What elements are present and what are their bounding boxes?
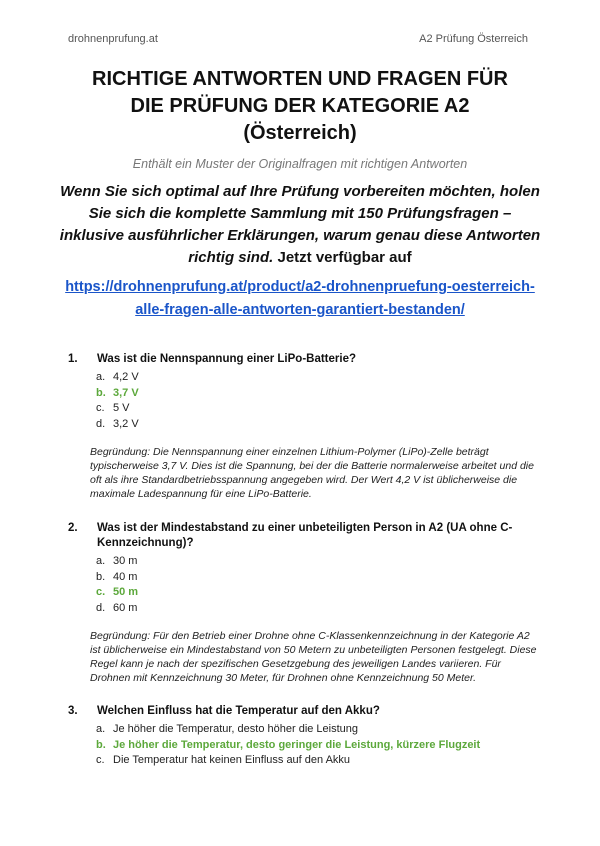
header-site: drohnenprufung.at: [68, 33, 158, 45]
question-2: [68, 521, 538, 685]
title-line: DIE PRÜFUNG DER KATEGORIE A2: [130, 95, 470, 117]
answer-option-correct: b. Je höher die Temperatur, desto geringer die Leistung, kürzere Flugzeit: [96, 738, 481, 751]
question-number: 1.: [68, 353, 78, 365]
question-number: 3.: [68, 705, 78, 717]
title-line: (Österreich): [243, 122, 357, 144]
promo-cta: Jetzt verfügbar auf: [273, 249, 412, 266]
answer-option: d. 3,2 V: [96, 417, 139, 430]
subtitle: Enthält ein Muster der Originalfragen mit richtigen Antworten: [132, 157, 468, 171]
explanation: Begründung: Die Nennspannung einer einzelnen Lithium-Polymer (LiPo)-Zelle beträgt typischerweise 3,7 V. Dies ist die Spannung, bei der die Batterie normalerweise arbeitet und die oft als ihre Standardbetriebsspannung angegeben wird. Der Wert 4,2 V ist üblicherweise die maximale Ladespannung für eine LiPo-Batterie.: [90, 446, 534, 500]
answer-option: a. 30 m: [96, 555, 138, 567]
question-1: [68, 352, 538, 501]
question-text: Was ist die Nennspannung einer LiPo-Batterie?: [97, 353, 356, 365]
product-link[interactable]: https://drohnenprufung.at/product/a2-drohnenpruefung-oesterreich-alle-fragen-alle-antworten-garantiert-bestanden/: [65, 279, 535, 318]
answer-option: c. Die Temperatur hat keinen Einfluss auf den Akku: [96, 754, 351, 766]
explanation: Begründung: Für den Betrieb einer Drohne ohne C-Klassenkennzeichnung in der Kategorie A2 ist üblicherweise ein Mindestabstand von 50 Metern zu unbeteiligten Personen festgelegt. Diese Regel kann je nach der spezifischen Gesetzgebung des jeweiligen Landes variieren. Für Drohnen mit Kennzeichnung 30 Meter, für Drohnen ohne Kennzeichnung 50 Meter.: [90, 630, 537, 684]
answer-option: a. 4,2 V: [96, 371, 139, 383]
answer-option: b. 40 m: [96, 570, 138, 583]
answer-option: c. 5 V: [96, 402, 130, 414]
title-line: RICHTIGE ANTWORTEN UND FRAGEN FÜR: [92, 68, 508, 90]
question-text: Welchen Einfluss hat die Temperatur auf den Akku?: [97, 705, 380, 717]
question-number: 2.: [68, 522, 78, 534]
answer-option: d. 60 m: [96, 601, 138, 614]
promo-text: [58, 181, 542, 269]
answer-option-correct: c. 50 m: [96, 586, 139, 598]
answer-option: a. Je höher die Temperatur, desto höher die Leistung: [96, 723, 359, 735]
promo-body: Wenn Sie sich optimal auf Ihre Prüfung vorbereiten möchten, holen Sie sich die komplette Sammlung mit 150 Prüfungsfragen – inklusive ausführlicher Erklärungen, warum genau diese Antworten richtig sind.: [59, 183, 541, 266]
header-exam: A2 Prüfung Österreich: [419, 33, 528, 45]
question-3: [68, 704, 538, 769]
question-text: Was ist der Mindestabstand zu einer unbeteiligten Person in A2 (UA ohne C-Kennzeichnung)?: [97, 522, 513, 549]
answer-option-correct: b. 3,7 V: [96, 386, 139, 399]
document-title: [60, 66, 540, 147]
